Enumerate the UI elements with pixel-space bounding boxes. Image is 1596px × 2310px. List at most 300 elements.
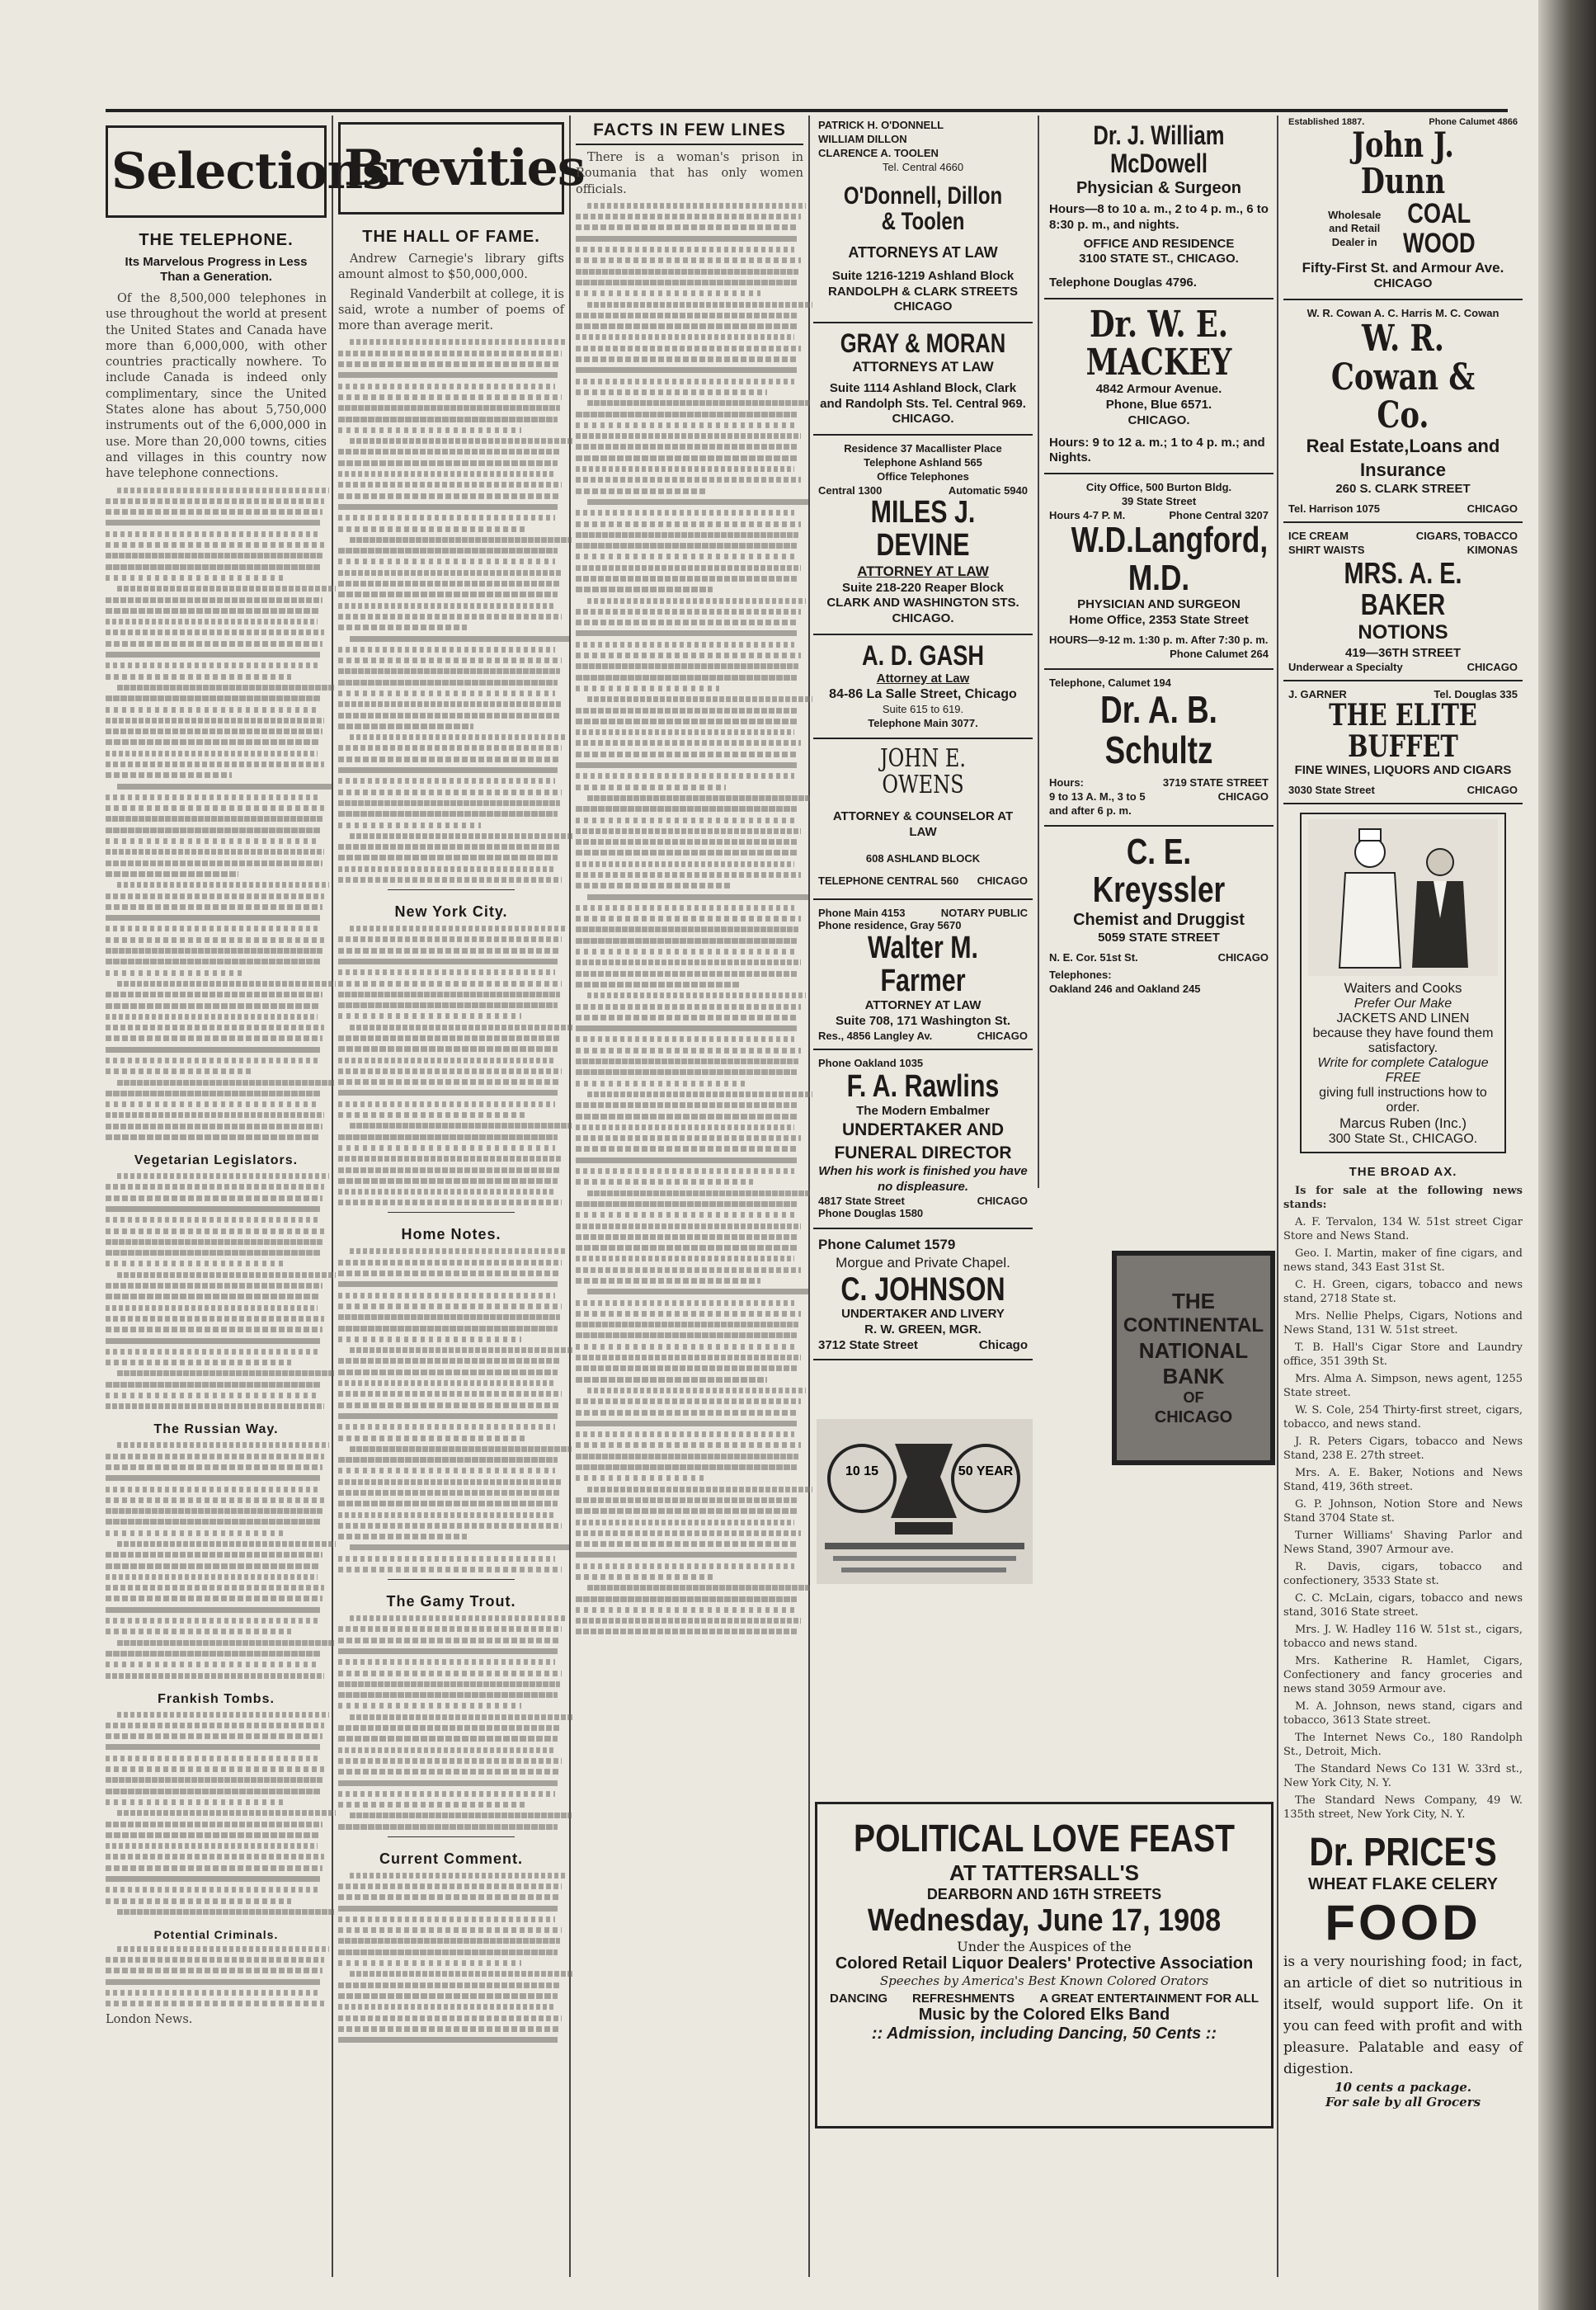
text-line xyxy=(338,1178,558,1184)
text-line xyxy=(576,1332,797,1338)
ad-baker xyxy=(1283,523,1523,681)
text-line xyxy=(576,1607,794,1613)
text-line xyxy=(338,1681,560,1687)
firm-name: MILES J. DEVINE xyxy=(870,494,976,563)
text-line xyxy=(338,1692,558,1698)
text-line xyxy=(576,1574,713,1580)
text-line xyxy=(576,752,798,757)
column-brevities xyxy=(338,116,585,2294)
text-line xyxy=(576,1464,797,1470)
news-stand-entry: G. P. Johnson, Notion Store and News Stand 3704 State st. xyxy=(1283,1497,1523,1525)
news-stand-entry: A. F. Tervalon, 134 W. 51st street Cigar Store and News Stand. xyxy=(1283,1215,1523,1242)
text-line xyxy=(338,614,562,620)
subheading-telephone: Its Marvelous Progress in Less Than a Generation. xyxy=(125,255,308,284)
text-line xyxy=(338,1703,521,1709)
text-line xyxy=(338,394,562,400)
text-line xyxy=(338,1358,560,1364)
text-line xyxy=(106,1968,322,1973)
text-line xyxy=(106,1854,324,1860)
text-line xyxy=(117,1946,329,1952)
dancing: DANCING xyxy=(830,1992,887,2006)
news-stands-list xyxy=(1283,1184,1523,1822)
text-line xyxy=(338,713,560,719)
text-line xyxy=(576,1431,794,1437)
text-line xyxy=(338,1281,558,1287)
hours: HOURS—9-12 m. 1:30 p. m. After 7:30 p. m. xyxy=(1049,633,1269,646)
address: 5059 STATE STREET xyxy=(1098,931,1220,945)
text-line xyxy=(338,1638,560,1643)
text-line xyxy=(576,1124,794,1130)
text-line xyxy=(338,1534,467,1539)
phone: TELEPHONE CENTRAL 560 xyxy=(818,874,959,887)
text-line xyxy=(576,1442,801,1448)
music: Music by the Colored Elks Band xyxy=(918,2006,1170,2024)
text-line xyxy=(338,1270,560,1276)
text-line xyxy=(106,1789,320,1794)
auspices: Under the Auspices of the xyxy=(957,1939,1132,1954)
corner: N. E. Cor. 51st St. xyxy=(1049,950,1138,964)
city: CHICAGO xyxy=(1467,661,1518,674)
text-line xyxy=(338,1370,558,1375)
text-line xyxy=(106,1217,318,1223)
text-line xyxy=(106,1673,324,1679)
paragraph: Of the 8,500,000 telephones in use throughout the world at present the United States and Canada have more than 6,000,000, with other countries practically nowhere. To include Canada is indeed only complimentary, since the United States alone has about 5,750,000 instruments out of the 6,000,000 in use. More than 20,000 towns, cities and villages in this country now have telephone connections. xyxy=(106,292,327,481)
text-line xyxy=(576,1475,705,1481)
news-stand-entry: Mrs. Alma A. Simpson, news agent, 1255 State street. xyxy=(1283,1372,1523,1399)
headline: Waiters and Cooks xyxy=(1344,979,1462,996)
text-line xyxy=(350,1714,573,1720)
role: ATTORNEY & COUNSELOR AT LAW xyxy=(832,809,1014,839)
text-line xyxy=(338,1090,558,1096)
text-line xyxy=(106,509,322,515)
text-line xyxy=(576,224,798,230)
text-line xyxy=(106,794,318,800)
text-line xyxy=(117,1909,334,1915)
text-line xyxy=(338,2037,558,2043)
text-line xyxy=(106,1744,320,1750)
text-line xyxy=(117,784,332,790)
role: The Modern Embalmer xyxy=(856,1103,990,1118)
text-line xyxy=(576,1508,797,1514)
text-line xyxy=(576,290,760,296)
text-line xyxy=(106,992,322,997)
text-line xyxy=(106,1596,322,1601)
text-line xyxy=(338,778,555,784)
column-rule xyxy=(332,116,333,2277)
home-office: Home Office, 2353 State Street xyxy=(1069,612,1249,627)
text-line xyxy=(106,1563,320,1569)
text-line xyxy=(106,1766,324,1772)
text-line xyxy=(338,1046,558,1052)
text-line xyxy=(106,619,318,625)
brand: Dr. PRICE'S xyxy=(1309,1830,1497,1874)
text-line xyxy=(576,1398,801,1404)
text-line xyxy=(338,1101,555,1107)
text-line xyxy=(576,872,801,878)
text-line xyxy=(338,361,560,367)
role: Real Estate,Loans and Insurance xyxy=(1306,436,1500,480)
text-line xyxy=(576,521,801,527)
shop-name: THE ELITE BUFFET xyxy=(1329,698,1477,765)
grocers: For sale by all Grocers xyxy=(1325,2094,1481,2110)
text-line xyxy=(576,916,801,922)
ad-farmer xyxy=(813,900,1033,1050)
text-line xyxy=(106,849,324,855)
text-line xyxy=(576,466,794,472)
text-line xyxy=(338,603,555,609)
text-line xyxy=(338,1949,558,1955)
phone-automatic: Automatic 5940 xyxy=(948,483,1028,497)
text-line xyxy=(338,1993,558,1999)
text-line xyxy=(338,981,562,987)
column-rule xyxy=(1038,116,1039,1188)
title: UNDERTAKER AND FUNERAL DIRECTOR xyxy=(834,1120,1012,1162)
text-line xyxy=(338,515,555,521)
phone: Phone Calumet 4866 xyxy=(1429,117,1518,127)
text-line xyxy=(338,1079,560,1085)
news-stand-entry: Mrs. J. W. Hadley 116 W. 51st st., cigars, tobacco and news stand. xyxy=(1283,1623,1523,1650)
text-line xyxy=(576,576,798,582)
bank-line: THE xyxy=(1172,1289,1215,1314)
text-line xyxy=(338,2004,555,2010)
text-line xyxy=(576,982,740,988)
text-line xyxy=(117,488,329,493)
ad-devine xyxy=(813,436,1033,635)
text-line xyxy=(576,1377,767,1383)
city: CHICAGO. xyxy=(892,412,954,427)
text-line xyxy=(106,1629,291,1634)
text-line xyxy=(576,620,798,625)
text-line xyxy=(117,1272,336,1278)
text-line xyxy=(338,701,562,707)
text-line xyxy=(338,1927,562,1933)
text-line xyxy=(106,1349,318,1355)
text-line xyxy=(106,1887,318,1893)
ad-schultz xyxy=(1044,670,1274,827)
association: Colored Retail Liquor Dealers' Protective Association xyxy=(835,1954,1254,1973)
phone: Phone Central 3207 xyxy=(1169,508,1269,521)
text-line xyxy=(117,1080,334,1086)
text-line xyxy=(350,1615,567,1621)
column-right-ads xyxy=(1283,116,1523,2294)
news-stand-entry: T. B. Hall's Cigar Store and Laundry office, 351 39th St. xyxy=(1283,1341,1523,1368)
phone: Phone Douglas 1580 xyxy=(818,1207,924,1220)
text-line xyxy=(106,838,318,844)
text-line xyxy=(576,367,797,373)
text-line xyxy=(576,1541,798,1547)
news-stand-entry: Turner Williams' Shaving Parlor and News Stand, 3907 Armour ave. xyxy=(1283,1529,1523,1556)
text-line xyxy=(106,1091,320,1096)
text-line xyxy=(338,1304,562,1309)
text-line xyxy=(106,1990,318,1996)
ad-gash xyxy=(813,635,1033,739)
text-line xyxy=(338,1200,562,1205)
news-stand-entry: C. H. Green, cigars, tobacco and news stand, 2718 State st. xyxy=(1283,1278,1523,1305)
heading-gamy-trout: The Gamy Trout. xyxy=(386,1593,516,1610)
text-line xyxy=(338,866,555,872)
text-line xyxy=(350,1123,572,1129)
text-line xyxy=(338,1769,560,1775)
text-line xyxy=(338,1293,555,1299)
text-line xyxy=(106,1607,320,1613)
address: 608 ASHLAND BLOCK xyxy=(865,851,981,865)
manager: R. W. GREEN, MGR. xyxy=(864,1322,982,1337)
text-line xyxy=(338,1314,560,1320)
text-line xyxy=(350,537,572,543)
text-line xyxy=(106,1497,324,1503)
text-line xyxy=(576,1036,794,1042)
text-line xyxy=(106,1228,324,1234)
text-line xyxy=(576,346,801,351)
text-line xyxy=(576,1322,798,1327)
text-line xyxy=(106,1574,318,1580)
text-line xyxy=(576,762,797,768)
city: CHICAGO xyxy=(1217,950,1269,964)
text-line xyxy=(576,1596,797,1602)
heading-vegetarian: Vegetarian Legislators. xyxy=(134,1153,299,1168)
news-stand-entry: The Standard News Company, 49 W. 135th street, New York City, N. Y. xyxy=(1283,1794,1523,1821)
text-line xyxy=(576,1497,798,1503)
text-line xyxy=(576,1102,798,1108)
company-name: Marcus Ruben (Inc.) xyxy=(1339,1115,1467,1131)
text-line xyxy=(106,1014,318,1020)
text-line xyxy=(576,1618,801,1624)
heading-home-notes: Home Notes. xyxy=(401,1226,501,1243)
text-line xyxy=(106,1832,320,1838)
text-line xyxy=(338,526,528,532)
text-line xyxy=(338,1736,558,1742)
text-line xyxy=(576,510,794,516)
address: 3719 STATE STREET CHICAGO xyxy=(1162,776,1269,803)
specialty: Underwear a Specialty xyxy=(1288,661,1403,674)
phone: Telephone Main 3077. xyxy=(868,717,978,730)
tagline: When his work is finished you have no displeasure. xyxy=(818,1163,1028,1194)
cigar-ad-illustration xyxy=(817,1419,1033,1584)
text-line xyxy=(106,1294,320,1299)
text-line xyxy=(587,1091,812,1097)
text-line xyxy=(576,1179,753,1185)
text-line xyxy=(350,1446,572,1452)
text-line xyxy=(338,1725,560,1731)
role: Chemist and Druggist xyxy=(1073,911,1245,930)
text-line xyxy=(106,1662,318,1667)
text-line xyxy=(106,1454,324,1459)
text-line xyxy=(587,894,808,900)
text-line xyxy=(576,1311,801,1317)
bank-line: OF xyxy=(1183,1389,1204,1407)
text-line xyxy=(338,1260,562,1266)
text-line xyxy=(576,1300,794,1306)
bank-line: BANK xyxy=(1162,1364,1225,1389)
text-line xyxy=(117,1370,334,1376)
partner-names: PATRICK H. O'DONNELL WILLIAM DILLON CLARENCE A. TOOLEN xyxy=(818,119,944,159)
office: City Office, 500 Burton Bldg. 39 State Street xyxy=(1085,481,1232,507)
text-line xyxy=(576,1212,794,1218)
city: CHICAGO xyxy=(1467,502,1518,515)
text-line xyxy=(106,1519,320,1525)
text-line xyxy=(106,1876,320,1882)
text-line xyxy=(106,674,291,680)
text-line xyxy=(338,823,481,828)
bank-line: CHICAGO xyxy=(1154,1407,1233,1426)
city: CHICAGO xyxy=(1467,783,1518,796)
text-line xyxy=(106,959,320,964)
event-date: Wednesday, June 17, 1908 xyxy=(867,1903,1222,1938)
text-line xyxy=(576,379,794,384)
phones: Telephones: Oakland 246 and Oakland 245 xyxy=(1049,968,1201,995)
text-line xyxy=(338,1659,555,1665)
text-line xyxy=(106,1865,322,1871)
text-line xyxy=(338,745,562,751)
text-line xyxy=(106,608,320,614)
text-line xyxy=(576,356,798,362)
heading-potential-criminals: Potential Criminals. xyxy=(153,1927,279,1941)
body: is a very nourishing food; in fact, an article of diet so nutritious in itself, would support life. On it you can feed with profit and with pleasure. Palatable and easy of digestion. xyxy=(1283,1953,1523,2077)
text-line xyxy=(106,1843,318,1849)
text-line xyxy=(576,1410,798,1416)
admission: :: Admission, including Dancing, 50 Cents :: xyxy=(871,2025,1217,2043)
text-line xyxy=(117,685,334,691)
address: 4817 State Street xyxy=(818,1195,905,1208)
column-facts xyxy=(576,116,803,2294)
text-line xyxy=(117,1712,329,1718)
waiters-illustration xyxy=(1308,819,1498,976)
text-line xyxy=(576,1069,797,1075)
text-line xyxy=(106,1487,318,1492)
text-line xyxy=(576,565,801,571)
text-line xyxy=(576,1146,798,1152)
ad-langford xyxy=(1044,474,1274,669)
text-line xyxy=(106,1585,324,1591)
text-line xyxy=(106,1552,322,1558)
text-line xyxy=(338,1068,562,1074)
text-line xyxy=(338,1112,528,1118)
suite: Suite 218-220 Reaper Block xyxy=(842,580,1004,595)
text-line xyxy=(106,1134,320,1140)
entertainment: A GREAT ENTERTAINMENT FOR ALL xyxy=(1039,1992,1259,2006)
news-stand-entry: R. Davis, cigars, tobacco and confectionery, 3533 State st. xyxy=(1283,1560,1523,1587)
text-line xyxy=(338,1436,528,1441)
city: CHICAGO xyxy=(1373,276,1433,290)
text-line xyxy=(338,1802,528,1808)
text-line xyxy=(338,767,558,773)
text-line xyxy=(106,564,320,570)
city: CHICAGO xyxy=(893,299,953,314)
text-line xyxy=(576,850,797,856)
text-line xyxy=(338,1824,558,1830)
text-line xyxy=(576,905,794,911)
text-line xyxy=(338,504,558,510)
text-line xyxy=(338,460,558,466)
text-line xyxy=(338,471,555,477)
text-line xyxy=(106,772,232,778)
role: ATTORNEY AT LAW xyxy=(857,563,989,579)
doctor-name: W.D.Langford, M.D. xyxy=(1071,519,1269,599)
text-line xyxy=(106,718,324,724)
news-stand-entry: Mrs. Katherine R. Hamlet, Cigars, Confectionery and fancy groceries and news stand 3059 Armour ave. xyxy=(1283,1654,1523,1695)
text-line xyxy=(106,739,320,745)
office: OFFICE AND RESIDENCE 3100 STATE ST., CHICAGO. xyxy=(1079,236,1239,266)
text-line xyxy=(338,482,562,488)
items-left: ICE CREAM SHIRT WAISTS xyxy=(1288,529,1365,556)
text-line xyxy=(338,1512,555,1518)
city: CHICAGO xyxy=(977,1195,1028,1208)
price: 10 cents a package. xyxy=(1335,2079,1471,2095)
city: CHICAGO. xyxy=(1128,412,1190,427)
role: UNDERTAKER AND LIVERY xyxy=(841,1307,1005,1322)
text-line xyxy=(576,773,794,779)
text-line xyxy=(338,1906,558,1912)
text-line xyxy=(576,1223,801,1229)
text-line xyxy=(576,1563,794,1569)
text-line xyxy=(338,427,521,433)
text-line xyxy=(338,592,558,597)
text-line xyxy=(587,1388,806,1393)
text-line xyxy=(338,493,560,499)
ad-gray-moran xyxy=(813,323,1033,436)
text-line xyxy=(106,1651,320,1657)
text-line xyxy=(350,1347,573,1353)
text-line xyxy=(106,860,322,866)
text-line xyxy=(106,597,322,603)
text-line xyxy=(338,1916,555,1922)
text-line xyxy=(576,269,798,275)
firm-name: JOHN E. OWENS xyxy=(879,744,966,799)
text-line xyxy=(587,1585,810,1591)
text-line xyxy=(338,1145,555,1151)
role: PHYSICIAN AND SURGEON xyxy=(1077,597,1241,612)
text-line xyxy=(106,805,324,811)
text-line xyxy=(106,926,318,931)
phone: Phone Calumet 1579 xyxy=(818,1237,956,1253)
text-line xyxy=(338,691,555,696)
role: ATTORNEYS AT LAW xyxy=(852,358,994,375)
text-line xyxy=(576,433,801,439)
hours: Hours 4-7 P. M. xyxy=(1049,508,1126,521)
phone: Phone, Blue 6571. xyxy=(1105,398,1212,412)
bank-line: CONTINENTAL xyxy=(1123,1314,1264,1337)
cigar-price-left: 10 15 xyxy=(845,1464,879,1478)
text-line xyxy=(338,405,560,411)
text-line xyxy=(576,532,798,538)
text-line xyxy=(106,695,320,701)
heading-russian: The Russian Way. xyxy=(153,1422,279,1437)
text-line xyxy=(576,1245,797,1251)
text-line xyxy=(576,1058,798,1064)
ad-odonnell xyxy=(813,116,1033,323)
text-line xyxy=(106,641,322,647)
text-line xyxy=(338,1156,562,1162)
city: CHICAGO. xyxy=(892,611,954,626)
wood-label: WOOD xyxy=(1403,227,1476,259)
doctor-name: Dr. W. E. MACKEY xyxy=(1085,303,1232,384)
ad-dunn xyxy=(1283,116,1523,300)
text-line xyxy=(576,675,797,681)
text-line xyxy=(106,937,324,943)
phone: Tel. Harrison 1075 xyxy=(1288,502,1381,515)
venue-address: DEARBORN AND 16TH STREETS xyxy=(926,1886,1162,1902)
phone: Telephone Douglas 4796. xyxy=(1049,276,1197,290)
paragraph: Reginald Vanderbilt at college, it is said, wrote a number of poems of more than average merit. xyxy=(338,287,564,333)
text-line xyxy=(587,302,812,308)
text-line xyxy=(576,247,794,252)
text-line xyxy=(576,663,798,669)
intro: Is for sale at the following news stands: xyxy=(1283,1184,1523,1211)
phone: Telephone, Calumet 194 xyxy=(1049,676,1171,689)
text-line xyxy=(338,548,558,554)
masthead-selections: Selections xyxy=(106,125,327,218)
text-line xyxy=(106,1283,322,1289)
